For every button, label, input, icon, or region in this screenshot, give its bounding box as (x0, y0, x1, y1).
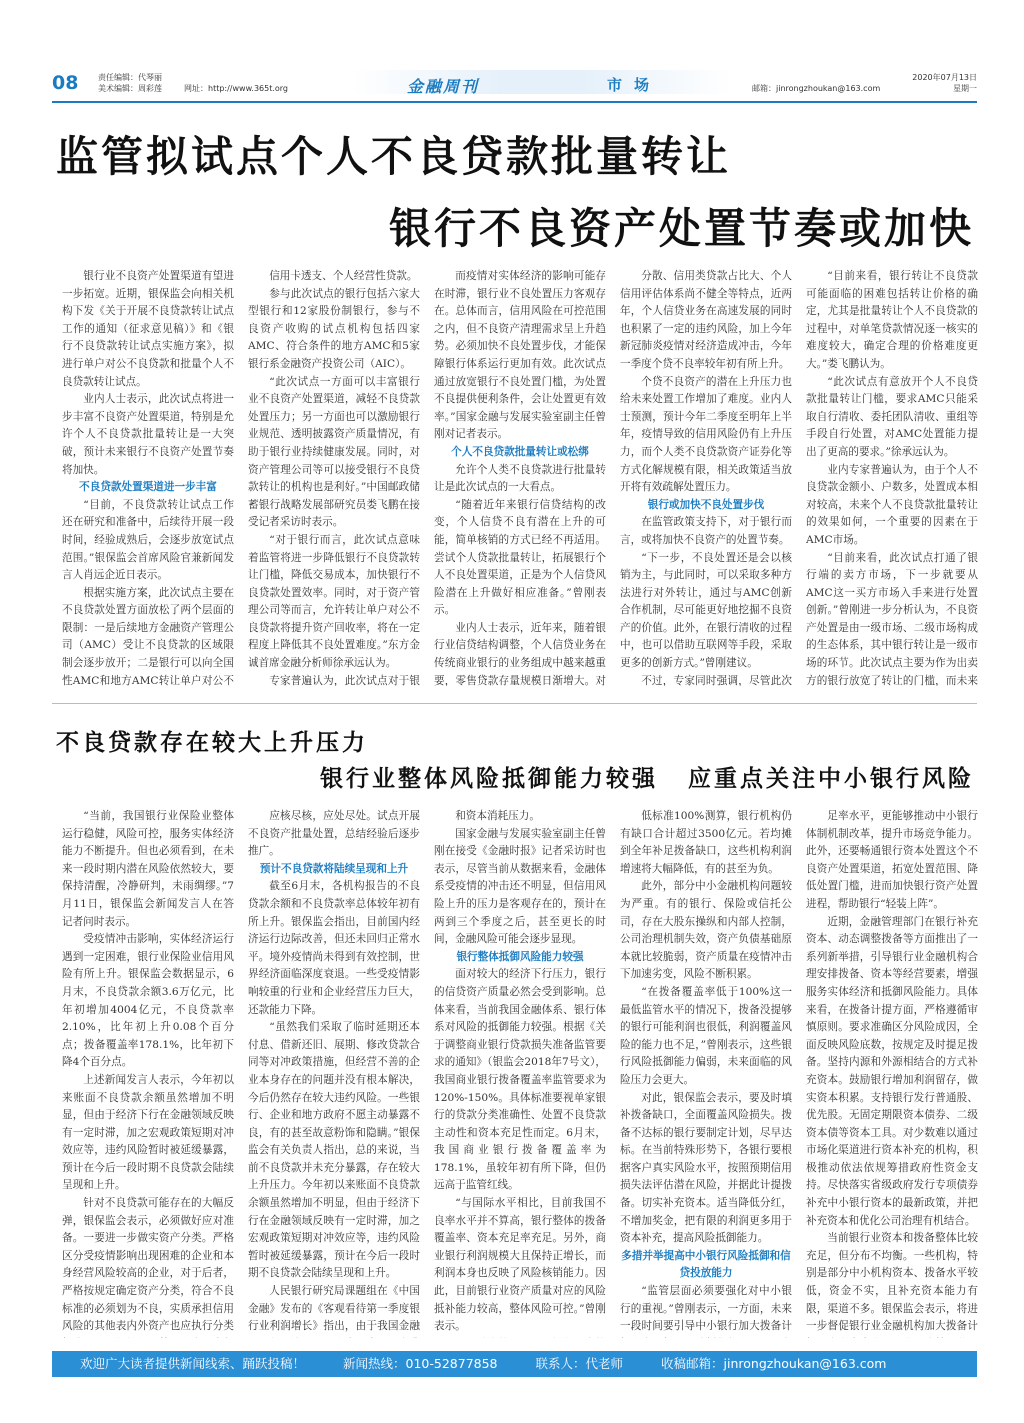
subheading: 个人不良贷款批量转让或松绑 (451, 445, 589, 458)
header-email[interactable]: 邮箱：jinrongzhoukan@163.com (752, 84, 881, 93)
paragraph: “虽然我们采取了临时延期还本付息、借新还旧、展期、修改贷款合同等对冲政策措施，但经营不善的企业本身存在的问题并没有根本解决，今后仍然存在较大违约风险。一些银行、企业和地方政府不愿主动暴露不良，有的甚至故意粉饰和隐瞒。”银保监会有关负责人指出，总的来说，当前不良贷款并未充分暴露，存在较大上升压力。今年初以来账面不良贷款余额虽然增加不明显，但由于经济下行在金融领域反映有一定时滞，加之宏观政策短期对冲效应等，违约风险暂时被延缓暴露，预计在今后一段时期不良贷款会陆续呈现和上升。 (248, 1021, 420, 1280)
article2-col5 (806, 808, 978, 1338)
paragraph: 上述新闻发言人表示，今年初以来账面不良贷款余额虽然增加不明显，但由于经济下行在金融领域反映有一定时滞，加之宏观政策短期对冲效应等，违约风险暂时被延缓暴露，预计在今后一段时期不良贷款会陆续呈现和上升。 (62, 1073, 234, 1192)
issue-date (912, 72, 977, 94)
article1-col2 (248, 268, 420, 686)
paragraph: 当前银行业资本和拨备整体比较充足，但分布不均衡。一些机构，特别是部分中小机构资本、拨备水平较低，资金不实，且补充资本能力有限，渠道不多。银保监会表示，将进一步督促银行业金融机构加大拨备计 (806, 1232, 978, 1333)
article1-col5 (806, 268, 978, 686)
article1-title: 监管拟试点个人不良贷款批量转让 (56, 132, 732, 181)
paragraph: 业内人士表示，近年来，随着银行业信贷结构调整，个人信贷业务在传统商业银行的业务组成中越来越重要，零售贷款存量规模日渐增大。对 (434, 621, 606, 686)
section-divider (52, 703, 977, 704)
paragraph: 个贷不良资产的潜在上升压力也给未来处置工作增加了难度。业内人士预测，预计今年二季度至明年上半年，疫情导致的信用风险仍有上升压力，而个人类不良贷款资产证券化等方式化解规模有限，相关政策适当放开将有效疏解处置压力。 (620, 375, 792, 494)
article2-body (62, 808, 978, 1338)
paragraph: “当前，我国银行业保险业整体运行稳健，风险可控，服务实体经济能力不断提升。但也必须看到，在未来一段时期内潜在风险依然较大，要保持清醒，冷静研判，未雨绸缪。”7月11日，银保监会新闻发言人在答记者问时表示。 (62, 810, 234, 928)
paragraph: 信用卡透支、个人经营性贷款。 (269, 270, 418, 282)
article2-col4 (620, 808, 792, 1338)
section-name: 市场 (607, 76, 662, 94)
paragraph: “目前，不良贷款转让试点工作还在研究和准备中，后续待开展一段时间，经验成熟后，会逐步放宽试点范围。”银保监会首席风险官兼新闻发言人肖远企近日表示。 (62, 498, 234, 582)
paragraph: 不过，专家同时强调，尽管此次 (641, 674, 792, 686)
paragraph: 根据实施方案，此次试点主要在不良贷款处置方面放松了两个层面的限制：一是后续地方金融资产管理公司（AMC）受让不良贷款的区域限制会逐步放开；二是银行可以向全国性AMC和地方AMC转让单户对公不 (62, 586, 234, 686)
editor-credits (98, 72, 162, 94)
page-number: 08 (52, 72, 79, 94)
paragraph: “监管层面必须要强化对中小银行的重视。”曾刚表示，一方面，未来一段时间要引导中小银行加大拨备计 (620, 1285, 792, 1333)
paragraph: 专家普遍认为，此次试点对于银 (269, 674, 420, 686)
subheading: 不良贷款处置渠道进一步丰富 (79, 481, 217, 494)
paragraph: 面对较大的经济下行压力，银行的信贷资产质量必然会受到影响。总体来看，当前我国金融体系、银行体系对风险的抵御能力较强。根据《关于调整商业银行贷款损失准备监管要求的通知》（银监会2018年7号文），我国商业银行拨备覆盖率监管要求为120%-150%。具体标准要视单家银行的贷款分类准确性、处置不良贷款主动性和资本充足性而定。6月末，我国商业银行拨备覆盖率为178.1%，虽较年初有所下降，但仍远高于监管红线。 (434, 968, 606, 1192)
header-rule (52, 101, 977, 103)
paragraph: 银行业不良资产处置渠道有望进一步拓宽。近期，银保监会向相关机构下发《关于开展不良贷款转让试点工作的通知（征求意见稿）》和《银行不良贷款转让试点实施方案》，拟进行单户对公不良贷款和批量个人不良贷款转让试点。 (62, 270, 234, 388)
paragraph: 针对不良贷款可能存在的大幅反弹，银保监会表示，必须做好应对准备。一要进一步做实资产分类。严格区分受疫情影响出现困难的企业和本身经营风险较高的企业，对于后者，严格按规定确定资产分类，符合不良标准的必须划为不良，实质承担信用风险的其他表内外资产也应执行分类 (62, 1197, 234, 1333)
paragraph: 允许个人类不良贷款进行批量转让是此次试点的一大看点。 (434, 463, 606, 494)
article1-col4 (620, 268, 792, 686)
article1-body (62, 268, 978, 686)
article2-col3 (434, 808, 606, 1338)
paragraph: 受疫情冲击影响，实体经济运行遇到一定困难，银行业保险业信用风险有所上升。银保监会数据显示，6月末，不良贷款余额3.6万亿元，比年初增加4004亿元，不良贷款率2.10%，比年初上升0.08个百分点；拨备覆盖率178.1%，比年初下降4个百分点。 (62, 933, 234, 1069)
article1-col1 (62, 268, 234, 686)
paragraph: 截至6月末，各机构报告的不良贷款余额和不良贷款率总体较年初有所上升。银保监会指出，目前国内经济运行边际改善，但还未回归正常水平。境外疫情尚未得到有效控制，世界经济面临深度衰退。一些受疫情影响较重的行业和企业经营压力巨大，还款能力下降。 (248, 880, 420, 1016)
footer-bar (52, 1351, 977, 1377)
weekday-text: 星期一 (953, 84, 977, 93)
article2-subtitle-left: 银行业整体风险抵御能力较强 (320, 765, 658, 792)
paragraph: 而疫情对实体经济的影响可能存在时滞，银行业不良处置压力客观存在。总体而言，信用风险在可控范围之内，但不良资产清理需求呈上升趋势。必须加快不良处置步伐，才能保障银行体系运行更加有效。此次试点通过放宽银行不良处置门槛，为处置不良提供便利条件，会让处置更有效率。”国家金融与发展实验室副主任曾刚对记者表示。 (434, 270, 606, 441)
editor-name: 责任编辑：代琴丽 (98, 73, 162, 82)
page-header (52, 70, 977, 100)
paragraph: “与国际水平相比，目前我国不良率水平并不算高，银行整体的拨备覆盖率、资本充足率充足。另外，商业银行利润规模大且保持正增长，而利润本身也反映了风险核销能力。因此，目前银行业资产质量对应的风险抵补能力较高，整体风险可控。”曾刚表示。 (434, 1197, 606, 1333)
paragraph: 此外，部分中小金融机构问题较为严重。有的银行、保险或信托公司，存在大股东操纵和内部人控制，公司治理机制失效，资产负债基础原本就比较脆弱，资产质量在疫情冲击下加速劣变，风险不断积累。 (620, 880, 792, 981)
article2-title: 不良贷款存在较大上升压力 (56, 729, 368, 756)
website-url[interactable]: 网址：http://www.365t.org (184, 84, 289, 93)
paragraph: 分散、信用类贷款占比大、个人信用评估体系尚不健全等特点，近两年，个人信贷业务在高速发展的同时也积累了一定的违约风险，加上今年新冠肺炎疫情对经济造成冲击，今年一季度个贷不良率较年初有所上升。 (620, 270, 792, 370)
paragraph: 业内人士表示，此次试点将进一步丰富不良资产处置渠道，特别是允许个人不良贷款批量转让是一大突破，预计未来银行不良资产处置节奏将加快。 (62, 393, 234, 476)
article1-subtitle: 银行不良资产处置节奏或加快 (388, 204, 974, 253)
paragraph: 人民银行研究局课题组在《中国金融》发布的《客观看待第一季度银行业利润增长》指出，由于我国金融 (248, 1285, 420, 1333)
paragraph: “随着近年来银行信贷结构的改变，个人信贷不良有潜在上升的可能，简单核销的方式已经不再适用。尝试个人贷款批量转让，拓展银行个人不良处置渠道，正是为个人信贷风险潜在上升做好相应准备。”曾刚表示。 (434, 498, 606, 617)
paragraph: “此次试点有意放开个人不良贷款批量转让门槛，要求AMC只能采取自行清收、委托团队清收、重组等手段自行处置，对AMC处置能力提出了更高的要求。”徐承远认为。 (806, 375, 978, 458)
designer-name: 美术编辑：周彩莲 (98, 84, 162, 93)
paragraph: “此次试点一方面可以丰富银行业不良资产处置渠道，减轻不良贷款处置压力；另一方面也可以激励银行业规范、透明披露资产质量情况，有助于银行业持续健康发展。同时，对资产管理公司等可以接受银行不良贷款转让的机构也是利好。”中国邮政储蓄银行战略发展部研究员娄飞鹏在接受记者采访时表示。 (248, 375, 420, 529)
paragraph: 低标准100%测算，银行机构仍有缺口合计超过3500亿元。若均摊到全年补足拨备缺口，这些机构利润增速将大幅降低，有的甚至为负。 (620, 810, 792, 875)
subheading: 银行整体抵御风险能力较强 (456, 950, 584, 963)
paragraph: 业内专家普遍认为，由于个人不良贷款金额小、户数多，处置成本相对较高，未来个人不良贷款批量转让的效果如何，一个重要的因素在于AMC市场。 (806, 463, 978, 546)
paragraph: “对于银行而言，此次试点意味着监管将进一步降低银行不良贷款转让门槛，降低交易成本，加快银行不良贷款处置效率。同时，对于资产管理公司等而言，允许转让单户对公不良贷款将提升资产回收率，将在一定程度上降低其不良处置难度。”东方金诚首席金融分析师徐承远认为。 (248, 533, 420, 670)
article2-col1 (62, 808, 234, 1338)
date-text: 2020年07月13日 (912, 73, 977, 82)
footer-email[interactable]: 收稿邮箱：jinrongzhoukan@163.com (661, 1356, 887, 1371)
paragraph (434, 1336, 606, 1338)
paragraph: 国家金融与发展实验室副主任曾刚在接受《金融时报》记者采访时也表示，尽管当前从数据来看，金融体系受疫情的冲击还不明显，但信用风险上升的压力是客观存在的，预计在两到三个季度之后，甚至更长的时间，金融风险可能会逐步显现。 (434, 827, 606, 946)
paragraph: “目前来看，此次试点打通了银行端的卖方市场，下一步就要从AMC这一买方市场入手来进行处置创新。”曾刚进一步分析认为，不良资产处置是由一级市场、二级市场构成的生态体系，其中银行转让是一级市场的环节。此次试点主要为作为出卖方的银行放宽了转让的门槛，而未来 (806, 551, 978, 686)
paragraph: 参与此次试点的银行包括六家大型银行和12家股份制银行，参与不良资产收购的试点机构包括四家AMC、符合条件的地方AMC和5家银行系金融资产投资公司（AIC）。 (248, 287, 420, 370)
subheading: 银行或加快不良处置步伐 (647, 498, 765, 511)
footer-hotline: 新闻热线：010-52877858 (343, 1356, 498, 1371)
paragraph: 近期，金融管理部门在银行补充资本、动态调整拨备等方面推出了一系列新举措，引导银行业金融机构合理安排拨备、资本等经营要素，增强服务实体经济和抵御风险能力。具体来看，在拨备计提方面，严格遵循审慎原则。要求准确区分风险成因，全面反映风险底数，按规定及时提足拨备。坚持内源和外源相结合的方式补充资本。鼓励银行增加利润留存，做实资本积累。支持银行发行普通股、优先股。无固定期限资本债券、二级资本债等资本工具。对少数难以通过市场化渠道进行资本补充的机构，积极推动依法依规筹措政府性资金支持。尽快落实省级政府发行专项债券补充中小银行资本的最新政策，并把补充资本和优化公司治理有机结合。 (806, 915, 978, 1227)
subheading: 预计不良贷款将陆续呈现和上升 (259, 862, 409, 875)
paragraph: “下一步，不良处置还是会以核销为主，与此同时，可以采取多种方法进行对外转让，通过与AMC创新合作机制，尽可能更好地挖掘不良资产的价值。此外，在银行清收的过程中，也可以借助互联网等手段，采取更多的创新方式。”曾刚建议。 (620, 551, 792, 670)
paragraph: 和资本消耗压力。 (455, 810, 540, 822)
paragraph: “目前来看，银行转让不良贷款可能面临的困难包括转让价格的确定，尤其是批量转让个人不良贷款的过程中，对单笔贷款情况逐一核实的难度较大，确定合理的价格难度更大。”娄飞鹏认为。 (806, 270, 978, 370)
paragraph: 在监管政策支持下，对于银行而言，或将加快不良资产的处置节奏。 (620, 516, 792, 546)
paragraph: “在拨备覆盖率低于100%这一最低监管水平的情况下，拨备没提够的银行可能利润也很低，利润覆盖风险的能力也不足，”曾刚表示，这些银行风险抵御能力偏弱，未来面临的风险压力会更大。 (620, 985, 792, 1086)
article2-subtitle (320, 760, 974, 793)
publication-name: 金融周刊 (407, 77, 480, 96)
paragraph: 对此，银保监会表示，要及时填补拨备缺口，全面覆盖风险损失。拨备不达标的银行要制定计划，尽早达标。在当前特殊形势下，各银行要根据客户真实风险水平，按照预期信用损失法评估潜在风险，并据此计提拨备。切实补充资本。适当降低分红，不增加奖金，把有限的利润更多用于资本补充，提高风险抵御能力。 (620, 1091, 792, 1245)
subheading: 多措并举提高中小银行风险抵御和信贷投放能力 (621, 1249, 791, 1280)
article2-subtitle-right: 应重点关注中小银行风险 (688, 765, 974, 792)
paragraph: 足率水平，更能够推动中小银行体制机制改革，提升市场竞争能力。此外，还要畅通银行资本处置这个不良资产处置渠道，拓宽处置范围、降低处置门槛，进而加快银行资产处置进程，帮助银行“轻装上阵”。 (806, 810, 978, 910)
footer-invite: 欢迎广大读者提供新闻线索、踊跃投稿！ (80, 1356, 306, 1371)
article1-col3 (434, 268, 606, 686)
article2-col2 (248, 808, 420, 1338)
footer-contact: 联系人：代老师 (535, 1356, 624, 1371)
paragraph: 应核尽核，应处尽处。试点开展不良资产批量处置，总结经验后逐步推广。 (248, 810, 420, 858)
